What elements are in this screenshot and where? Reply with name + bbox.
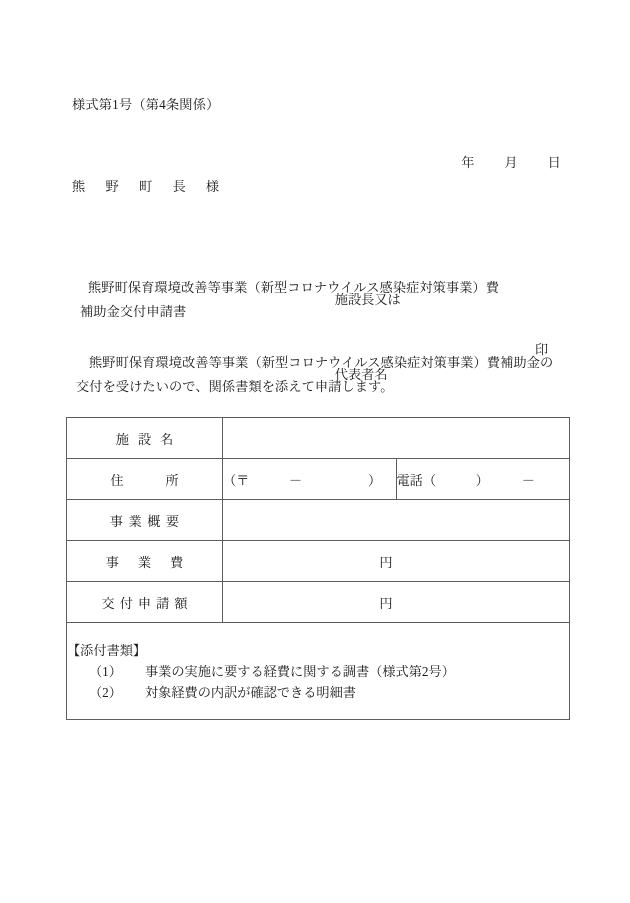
field-project-cost[interactable] xyxy=(223,541,570,582)
attachments-title: 【添付書類】 xyxy=(67,642,147,658)
label-project-cost-text: 事業費 xyxy=(105,554,203,570)
field-address-zip[interactable] xyxy=(223,459,397,500)
addressee: 熊 野 町 長 様 xyxy=(72,179,228,194)
body-paragraph: 熊野町保育環境改善等事業（新型コロナウイルス感染症対策事業）費補助金の交付を受けたいので、関係書類を添えて申請します。 xyxy=(76,355,554,394)
applicant-name-label: 代表者名 xyxy=(334,367,388,382)
field-project-outline[interactable] xyxy=(223,500,570,541)
date-month-label: 月 xyxy=(504,155,518,170)
table-row-project-cost xyxy=(67,541,570,582)
table-row-address xyxy=(67,459,570,500)
field-facility-name[interactable] xyxy=(223,418,570,459)
project-cost-yen-unit: 円 xyxy=(379,554,393,570)
attachment-item-1 xyxy=(67,661,569,682)
document-title xyxy=(80,276,558,323)
label-facility-name-text: 施設名 xyxy=(115,431,183,447)
form-number: 様式第1号（第4条関係） xyxy=(72,97,220,112)
attachment-item-2 xyxy=(67,682,569,703)
label-address-text: 住所 xyxy=(110,472,221,488)
applicant-role-label: 施設長又は xyxy=(334,292,401,307)
label-grant-request-text: 交付申請額 xyxy=(101,595,193,611)
table-row-attachments xyxy=(67,623,570,720)
seal-mark: 印 xyxy=(535,342,549,357)
tel-placeholder-text: 電話（ ） － xyxy=(396,472,535,488)
field-telephone[interactable] xyxy=(396,459,570,500)
attachment-item-1-text: 事業の実施に要する経費に関する調書（様式第2号） xyxy=(145,663,455,679)
application-table xyxy=(66,417,570,720)
table-row-grant-request xyxy=(67,582,570,623)
zip-placeholder-text: （〒 － ） xyxy=(223,472,382,488)
attachment-item-1-number: （1） xyxy=(89,663,122,679)
label-facility-name xyxy=(67,418,223,459)
attachments-cell xyxy=(67,623,570,720)
table-row-project-outline xyxy=(67,500,570,541)
date-year-label: 年 xyxy=(461,155,475,170)
document-title-line1: 熊野町保育環境改善等事業（新型コロナウイルス感染症対策事業）費 xyxy=(88,280,500,295)
label-project-outline-text: 事業概要 xyxy=(109,513,185,529)
date-line xyxy=(448,136,561,187)
table-row-facility-name xyxy=(67,418,570,459)
document-title-line2: 補助金交付申請書 xyxy=(80,303,187,319)
label-grant-request xyxy=(67,582,223,623)
attachment-item-2-number: （2） xyxy=(89,684,122,700)
label-project-outline xyxy=(67,500,223,541)
label-address xyxy=(67,459,223,500)
field-grant-request[interactable] xyxy=(223,582,570,623)
attachment-item-2-text: 対象経費の内訳が確認できる明細書 xyxy=(145,684,356,700)
grant-request-yen-unit: 円 xyxy=(379,595,393,611)
date-day-label: 日 xyxy=(547,155,561,170)
label-project-cost xyxy=(67,541,223,582)
